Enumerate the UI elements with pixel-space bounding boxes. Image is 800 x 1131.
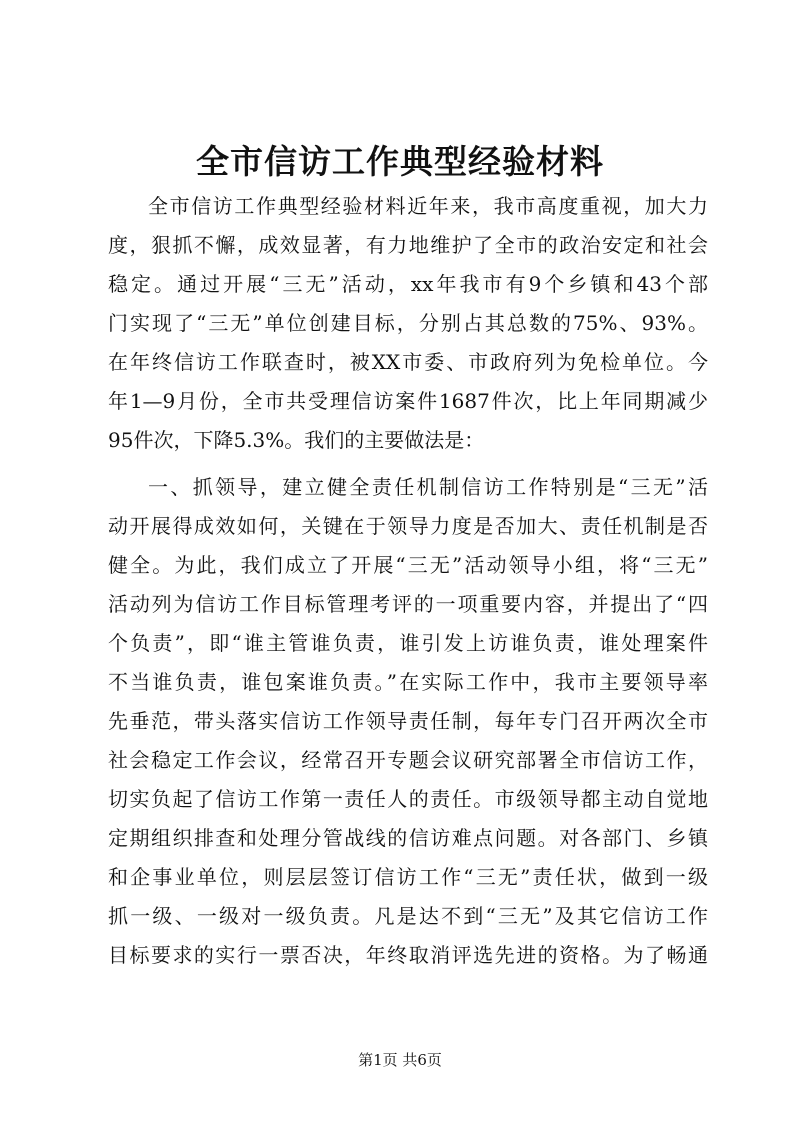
body-line: 和企事业单位，则层层签订信访工作“三无”责任状，做到一级 <box>108 865 708 889</box>
body-line: 目标要求的实行一票否决，年终取消评选先进的资格。为了畅通 <box>108 943 708 967</box>
body-line: 活动列为信访工作目标管理考评的一项重要内容，并提出了“四 <box>108 592 708 616</box>
document-title: 全市信访工作典型经验材料 <box>196 142 604 181</box>
body-line: 定期组织排查和处理分管战线的信访难点问题。对各部门、乡镇 <box>108 826 708 850</box>
body-line: 动开展得成效如何，关键在于领导力度是否加大、责任机制是否 <box>108 514 708 538</box>
body-line: 社会稳定工作会议，经常召开专题会议研究部署全市信访工作， <box>108 748 708 772</box>
body-line: 抓一级、一级对一级负责。凡是达不到“三无”及其它信访工作 <box>108 904 708 928</box>
body-line: 个负责”，即“谁主管谁负责，谁引发上访谁负责，谁处理案件 <box>108 631 708 655</box>
body-line: 健全。为此，我们成立了开展“三无”活动领导小组，将“三无” <box>108 553 708 577</box>
body-line: 95件次，下降5.3%。我们的主要做法是： <box>108 428 485 452</box>
body-line: 稳定。通过开展“三无”活动，xx年我市有9个乡镇和43个部 <box>108 272 708 296</box>
body-line: 切实负起了信访工作第一责任人的责任。市级领导都主动自觉地 <box>108 787 708 811</box>
body-line: 在年终信访工作联查时，被XX市委、市政府列为免检单位。今 <box>108 350 708 374</box>
body-line: 全市信访工作典型经验材料近年来，我市高度重视，加大力 <box>148 194 708 218</box>
body-line: 不当谁负责，谁包案谁负责。”在实际工作中，我市主要领导率 <box>108 670 708 694</box>
body-line: 度，狠抓不懈，成效显著，有力地维护了全市的政治安定和社会 <box>108 233 708 257</box>
body-line: 门实现了“三无”单位创建目标，分别占其总数的75%、93%。 <box>108 311 708 335</box>
body-line: 一、抓领导，建立健全责任机制信访工作特别是“三无”活 <box>148 475 708 499</box>
page-number-footer: 第1页 共6页 <box>358 1051 442 1069</box>
body-line: 年1—9月份，全市共受理信访案件1687件次，比上年同期减少 <box>108 389 708 413</box>
body-line: 先垂范，带头落实信访工作领导责任制，每年专门召开两次全市 <box>108 709 708 733</box>
